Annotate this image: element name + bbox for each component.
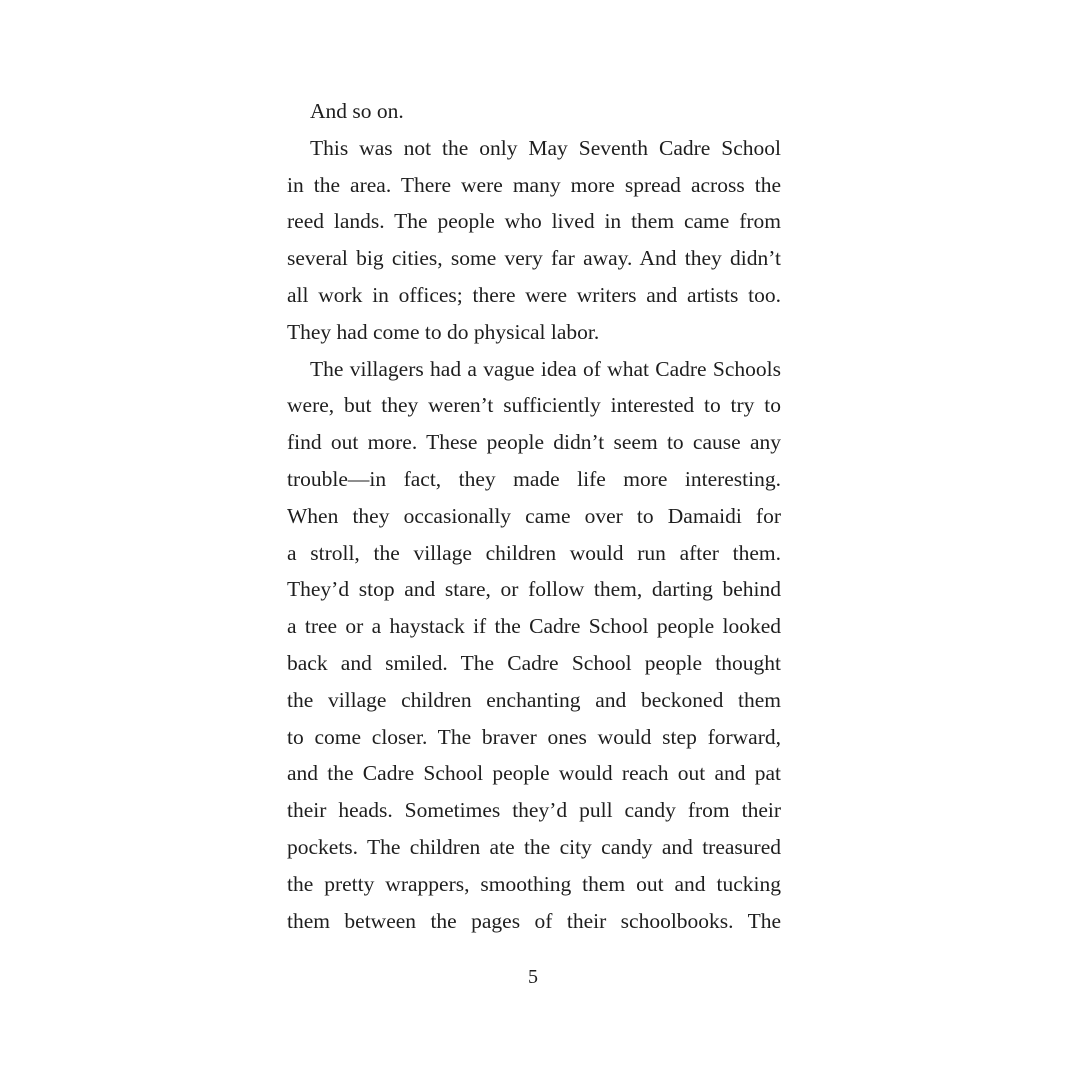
text-line: the village children enchanting and beckoned them bbox=[287, 687, 781, 712]
text-line: trouble—in fact, they made life more interesting. bbox=[287, 466, 781, 491]
page-number: 5 bbox=[528, 966, 538, 988]
text-line: their heads. Sometimes they’d pull candy from their bbox=[287, 798, 781, 823]
text-line: The villagers had a vague idea of what Cadre Schools bbox=[310, 356, 781, 381]
text-line: a tree or a haystack if the Cadre School people looked bbox=[287, 614, 781, 639]
text-line: back and smiled. The Cadre School people thought bbox=[287, 650, 781, 675]
text-line: the pretty wrappers, smoothing them out and tucking bbox=[287, 871, 781, 896]
paragraph bbox=[287, 130, 781, 351]
text-line: them between the pages of their schoolbooks. The bbox=[287, 908, 781, 933]
paragraph bbox=[287, 93, 781, 130]
text-line: were, but they weren’t sufficiently interested to try to bbox=[287, 393, 781, 418]
text-line: several big cities, some very far away. And they didn’t bbox=[287, 246, 781, 271]
body-text bbox=[287, 93, 781, 939]
text-line: in the area. There were many more spread across the bbox=[287, 172, 781, 197]
text-line: pockets. The children ate the city candy and treasured bbox=[287, 834, 781, 859]
text-line: They’d stop and stare, or follow them, darting behind bbox=[287, 577, 781, 602]
text-line: find out more. These people didn’t seem to cause any bbox=[287, 430, 781, 455]
text-line: They had come to do physical labor. bbox=[287, 319, 600, 344]
text-line: And so on. bbox=[310, 99, 404, 123]
text-line: and the Cadre School people would reach out and pat bbox=[287, 761, 781, 786]
text-line: to come closer. The braver ones would step forward, bbox=[287, 724, 781, 749]
paragraph bbox=[287, 351, 781, 940]
text-line: This was not the only May Seventh Cadre School bbox=[310, 135, 781, 160]
text-line: a stroll, the village children would run after them. bbox=[287, 540, 781, 565]
text-line: all work in offices; there were writers and artists too. bbox=[287, 282, 781, 307]
text-line: When they occasionally came over to Damaidi for bbox=[287, 503, 781, 528]
text-line: reed lands. The people who lived in them came from bbox=[287, 209, 781, 234]
